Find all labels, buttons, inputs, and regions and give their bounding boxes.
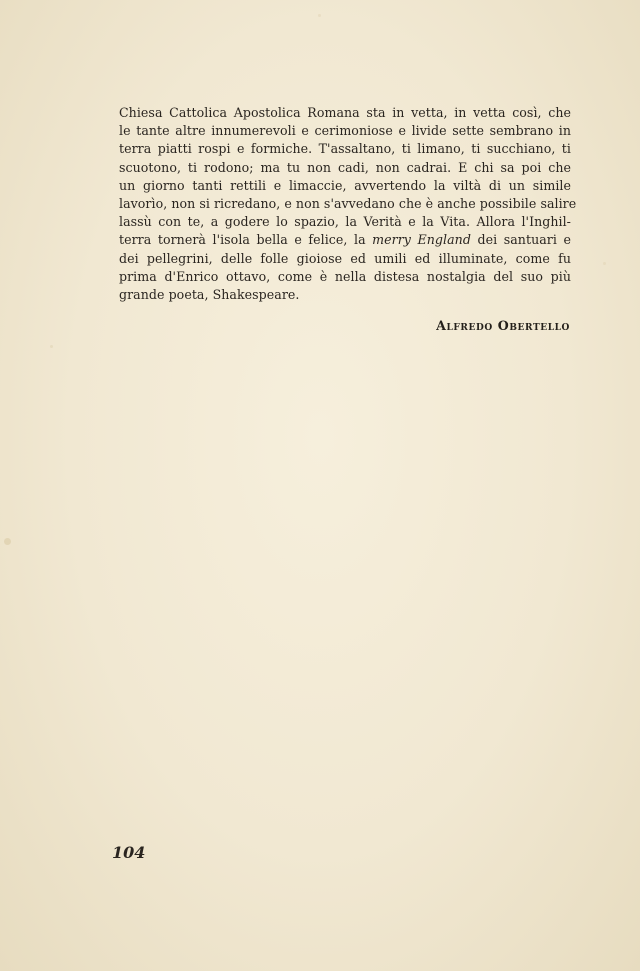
paper-stain	[50, 345, 53, 348]
text-line: dei pellegrini, delle folle gioiose ed umili ed illuminate, come fu	[119, 250, 571, 266]
text-line: Chiesa Cattolica Apostolica Romana sta in vetta, in vetta così, che	[119, 105, 571, 120]
text-line: lassù con te, a godere lo spazio, la Verità e la Vita. Allora l'Inghil-	[119, 214, 571, 230]
text-line: grande poeta, Shakespeare.	[119, 287, 300, 303]
paper-stain	[4, 538, 11, 545]
italic-phrase: merry England	[372, 232, 471, 248]
text-segment: dei santuari e	[477, 232, 571, 248]
paper-stain	[603, 262, 606, 265]
text-line: un giorno tanti rettili e limaccie, avvertendo la viltà di un simile	[119, 177, 571, 193]
text-line: le tante altre innumerevoli e cerimoniose e livide sette sembrano in	[119, 123, 571, 139]
text-segment: terra tornerà l'isola bella e felice, la	[119, 232, 366, 248]
paper-stain	[318, 14, 321, 17]
body-paragraph	[119, 104, 577, 304]
page-number: 104	[112, 843, 146, 862]
text-line: lavorìo, non si ricredano, e non s'avvedano che è anche possibile salire	[119, 196, 577, 212]
text-line: prima d'Enrico ottavo, come è nella distesa nostalgia del suo più	[119, 268, 571, 284]
author-signature: Alfredo Obertello	[436, 318, 570, 333]
text-line: terra piatti rospi e formiche. T'assaltano, ti limano, ti succhiano, ti	[119, 141, 571, 157]
text-line: scuotono, ti rodono; ma tu non cadi, non cadrai. E chi sa poi che	[119, 159, 571, 175]
text-line-mixed	[119, 231, 571, 249]
